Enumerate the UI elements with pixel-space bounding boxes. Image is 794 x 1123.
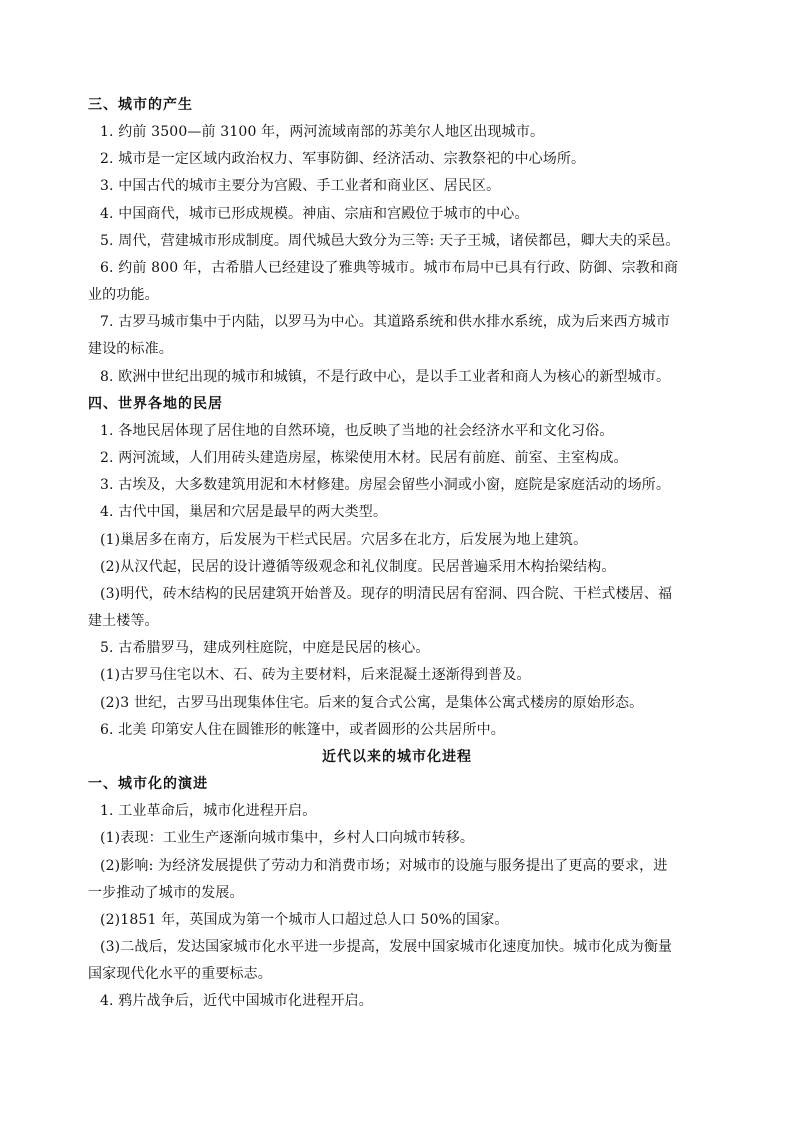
paragraph-line: 4. 古代中国，巢居和穴居是最早的两大类型。	[100, 504, 388, 520]
paragraph-line: 一步推动了城市的发展。	[88, 885, 244, 901]
paragraph-line: 6. 约前 800 年，古希腊人已经建设了雅典等城市。城市布局中已具有行政、防御、宗教和商	[100, 260, 679, 276]
section-heading-world-dwellings: 四、世界各地的民居	[88, 396, 223, 412]
paragraph-line: 4. 鸦片战争后，近代中国城市化进程开启。	[100, 993, 373, 1009]
paragraph-line: 8. 欧洲中世纪出现的城市和城镇，不是行政中心，是以手工业者和商人为核心的新型城市。	[100, 369, 671, 385]
paragraph-line: (1)表现：工业生产逐渐向城市集中，乡村人口向城市转移。	[100, 830, 475, 846]
paragraph-line: (3)明代，砖木结构的民居建筑开始普及。现存的明清民居有窑洞、四合院、干栏式楼居、福	[100, 586, 673, 602]
paragraph-line: 4. 中国商代，城市已形成规模。神庙、宗庙和宫殿位于城市的中心。	[100, 206, 529, 222]
paragraph-line: 国家现代化水平的重要标志。	[88, 966, 272, 982]
paragraph-line: (2)3 世纪，古罗马出现集体住宅。后来的复合式公寓，是集体公寓式楼房的原始形态。	[100, 695, 644, 711]
paragraph-line: 3. 古埃及，大多数建筑用泥和木材修建。房屋会留些小洞或小窗，庭院是家庭活动的场所。	[100, 477, 671, 493]
paragraph-line: 1. 约前 3500—前 3100 年，两河流域南部的苏美尔人地区出现城市。	[100, 124, 545, 140]
paragraph-line: 2. 城市是一定区域内政治权力、军事防御、经济活动、宗教祭祀的中心场所。	[100, 151, 586, 167]
section-heading-urbanization: 一、城市化的演进	[88, 776, 208, 792]
chapter-title: 近代以来的城市化进程	[322, 749, 472, 765]
paragraph-line: 2. 两河流域，人们用砖头建造房屋，栋梁使用木材。民居有前庭、前室、主室构成。	[100, 450, 628, 466]
paragraph-line: 6. 北美 印第安人住在圆锥形的帐篷中，或者圆形的公共居所中。	[100, 722, 505, 738]
paragraph-line: (2)影响: 为经济发展提供了劳动力和消费市场；对城市的设施与服务提出了更高的要求，进	[100, 858, 668, 874]
paragraph-line: 3. 中国古代的城市主要分为宫殿、手工业者和商业区、居民区。	[100, 178, 501, 194]
paragraph-line: 7. 古罗马城市集中于内陆，以罗马为中心。其道路系统和供水排水系统，成为后来西方城市	[100, 314, 671, 330]
paragraph-line: (2)1851 年，英国成为第一个城市人口超过总人口 50%的国家。	[100, 912, 509, 928]
paragraph-line: 建土楼等。	[88, 613, 159, 629]
paragraph-line: (1)古罗马住宅以木、石、砖为主要材料，后来混凝土逐渐得到普及。	[100, 667, 531, 683]
paragraph-line: (3)二战后，发达国家城市化水平进一步提高，发展中国家城市化速度加快。城市化成为衡量	[100, 939, 673, 955]
paragraph-line: 1. 各地民居体现了居住地的自然环境，也反映了当地的社会经济水平和文化习俗。	[100, 423, 614, 439]
paragraph-line: 建设的标准。	[88, 341, 173, 357]
paragraph-line: (1)巢居多在南方，后发展为干栏式民居。穴居多在北方，后发展为地上建筑。	[100, 532, 588, 548]
paragraph-line: 5. 古希腊罗马，建成列柱庭院，中庭是民居的核心。	[100, 640, 430, 656]
paragraph-line: 5. 周代，营建城市形成制度。周代城邑大致分为三等: 天子王城，诸侯都邑，卿大夫的采邑。	[100, 233, 680, 249]
paragraph-line: 1. 工业革命后，城市化进程开启。	[100, 803, 317, 819]
paragraph-line: 业的功能。	[88, 287, 159, 303]
paragraph-line: (2)从汉代起，民居的设计遵循等级观念和礼仪制度。民居普遍采用木构抬梁结构。	[100, 559, 616, 575]
section-heading-city-origin: 三、城市的产生	[88, 97, 193, 113]
